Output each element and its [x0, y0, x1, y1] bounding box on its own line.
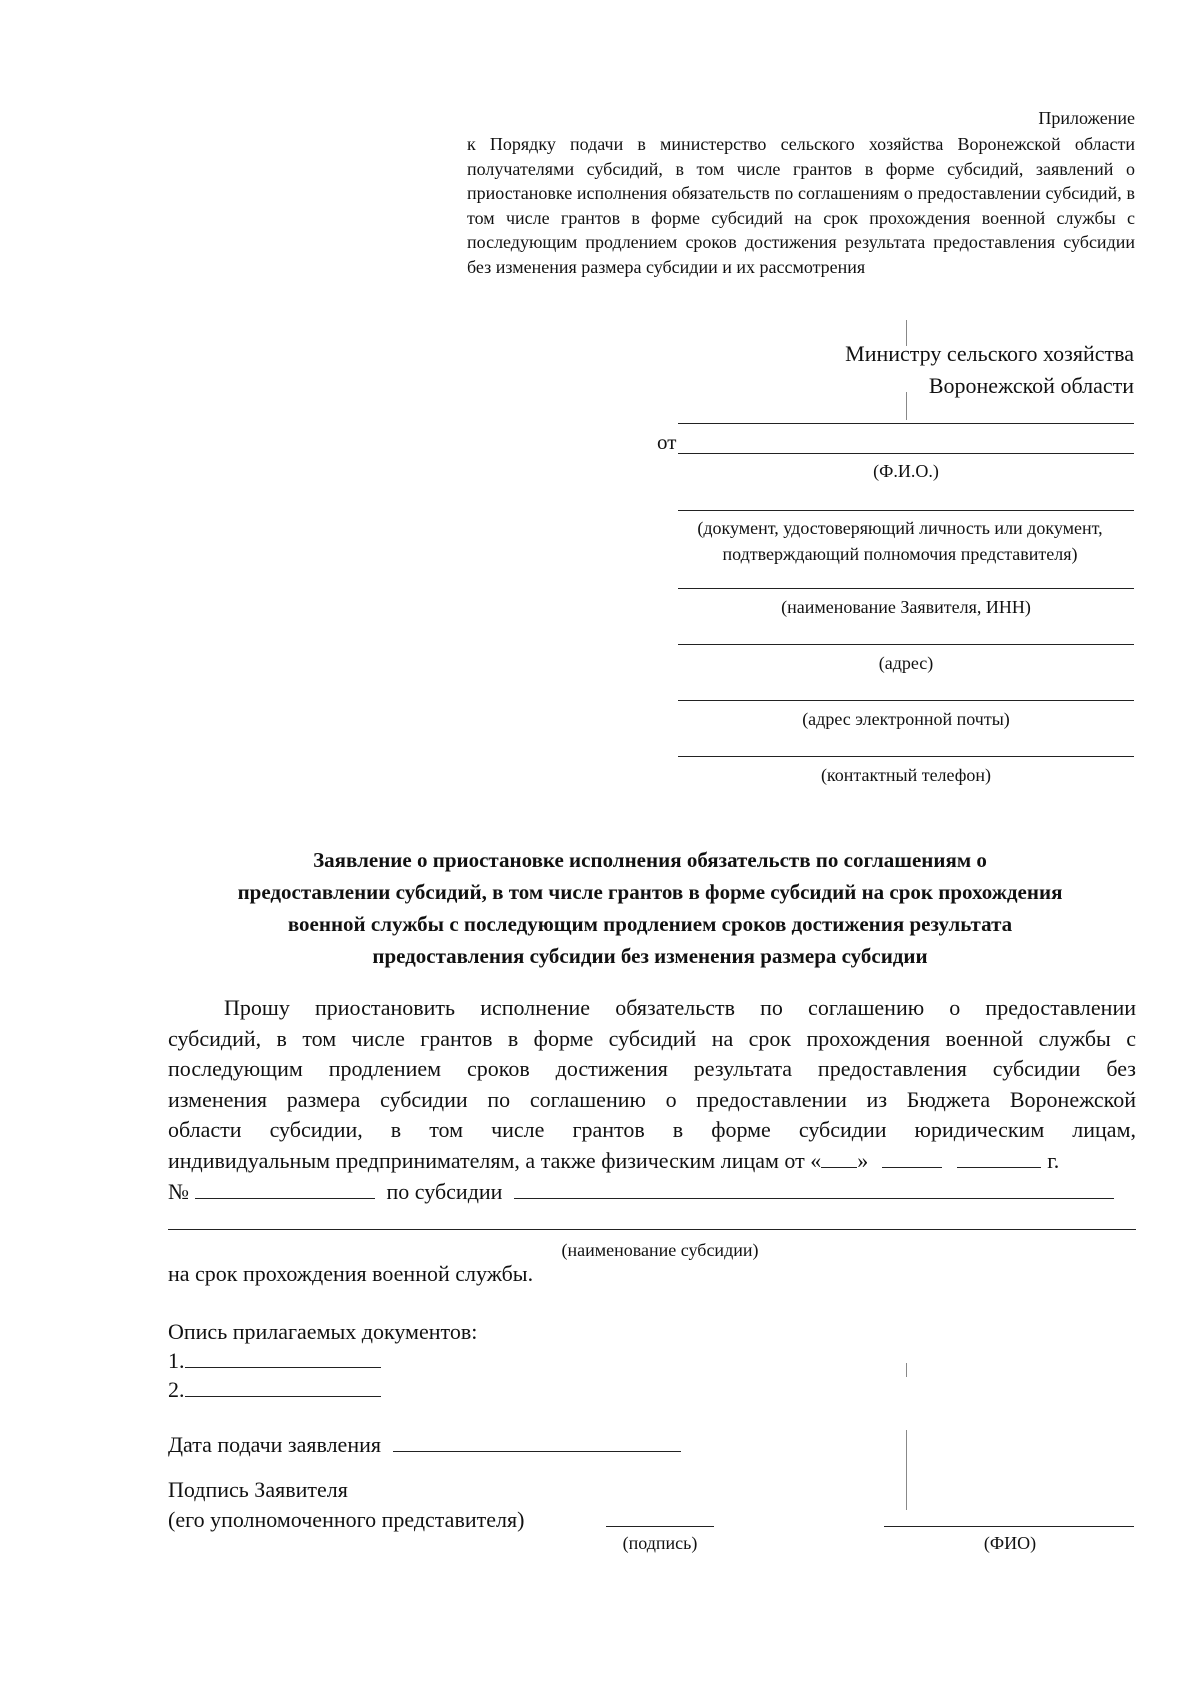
phone-line[interactable]: [678, 756, 1134, 757]
subsidy-name-line[interactable]: [168, 1229, 1136, 1230]
fio-signature-caption: (ФИО): [983, 1533, 1037, 1553]
title-line-4: предоставления субсидии без изменения размера субсидии: [372, 944, 928, 968]
date-row: [168, 1146, 1136, 1176]
scan-mark-2: [906, 392, 907, 420]
month-blank[interactable]: [882, 1147, 942, 1168]
signature-caption: (подпись): [622, 1533, 698, 1553]
document-caption-2: подтверждающий полномочия представителя): [722, 544, 1078, 564]
title-line-1: Заявление о приостановке исполнения обязательств по соглашениям о: [313, 848, 987, 872]
applicant-caption: (наименование Заявителя, ИНН): [781, 597, 1031, 617]
signature-line[interactable]: [606, 1526, 714, 1527]
annex-text: к Порядку подачи в министерство сельского хозяйства Воронежской области получателями субсидий, в том числе грантов в форме субсидий, заявлений о приостановке исполнения обязательств по соглашениям о предоставлении субсидий, в том числе грантов в форме субсидий на срок прохождения военной службы с последующим продлением сроков достижения результата предоставления субсидии без изменения размера субсидии и их рассмотрения: [467, 134, 1135, 277]
attachment-blank-1[interactable]: [185, 1347, 381, 1368]
day-blank[interactable]: [821, 1147, 857, 1168]
email-caption: (адрес электронной почты): [802, 709, 1010, 729]
fio-signature-line[interactable]: [884, 1526, 1134, 1527]
fio-caption: (Ф.И.О.): [873, 461, 939, 481]
filing-date-row: [168, 1430, 681, 1460]
attachment-item-1: [168, 1346, 381, 1376]
filing-date-label: Дата подачи заявления: [168, 1432, 381, 1457]
attachment-blank-2[interactable]: [185, 1376, 381, 1397]
body-line-6: индивидуальным предпринимателям, а также физическим лицам от «: [168, 1148, 822, 1173]
attachment-item-2: [168, 1375, 381, 1405]
title-line-2: предоставлении субсидий, в том числе грантов в форме субсидий на срок прохождения: [237, 880, 1063, 904]
scan-mark-3: [906, 1363, 907, 1377]
subsidy-label: по субсидии: [386, 1179, 503, 1204]
number-label: №: [168, 1179, 189, 1204]
fio-line[interactable]: [678, 453, 1134, 454]
service-text: на срок прохождения военной службы.: [168, 1261, 534, 1286]
year-blank[interactable]: [957, 1147, 1041, 1168]
document-line[interactable]: [678, 510, 1134, 511]
year-suffix: г.: [1047, 1148, 1060, 1173]
sign-label-1: Подпись Заявителя: [168, 1477, 348, 1502]
filing-date-blank[interactable]: [393, 1431, 681, 1452]
attachment-number-2: 2.: [168, 1377, 185, 1402]
address-caption: (адрес): [878, 653, 934, 673]
sign-label-2: (его уполномоченного представителя): [168, 1507, 525, 1532]
number-row: [168, 1177, 1114, 1207]
attachment-number-1: 1.: [168, 1348, 185, 1373]
body-line-5: области субсидии, в том числе грантов в форме субсидии юридическим лицам,: [168, 1117, 1136, 1142]
subsidy-blank[interactable]: [514, 1178, 1114, 1199]
body-line-2: субсидий, в том числе грантов в форме субсидий на срок прохождения военной службы с: [168, 1025, 1136, 1051]
address-line[interactable]: [678, 644, 1134, 645]
recipient-line-1: Министру сельского хозяйства: [845, 341, 1134, 366]
body-line-3: последующим продлением сроков достижения результата предоставления субсидии без: [168, 1056, 1136, 1081]
sender-line-1[interactable]: [678, 423, 1134, 424]
body-line-4: изменения размера субсидии по соглашению о предоставлении из Бюджета Воронежской: [168, 1086, 1136, 1112]
body-line-1: Прошу приостановить исполнение обязательств по соглашению о предоставлении: [224, 995, 1136, 1020]
attachments-heading: Опись прилагаемых документов:: [168, 1319, 478, 1344]
request-paragraph: [168, 993, 1136, 1146]
scan-mark-1: [906, 320, 907, 346]
quote-close: »: [857, 1148, 869, 1173]
annex-heading: Приложение: [1038, 108, 1135, 128]
recipient-line-2: Воронежской области: [928, 373, 1134, 398]
subsidy-caption: (наименование субсидии): [561, 1240, 759, 1260]
number-blank[interactable]: [195, 1178, 375, 1199]
scan-mark-4: [906, 1430, 907, 1510]
email-line[interactable]: [678, 700, 1134, 701]
from-label: от: [657, 430, 677, 454]
title-line-3: военной службы с последующим продлением сроков достижения результата: [287, 912, 1013, 936]
phone-caption: (контактный телефон): [820, 765, 992, 785]
document-title: [160, 844, 1140, 972]
document-caption-1: (документ, удостоверяющий личность или документ,: [697, 518, 1103, 538]
applicant-line[interactable]: [678, 588, 1134, 589]
recipient-block: [600, 338, 1134, 402]
